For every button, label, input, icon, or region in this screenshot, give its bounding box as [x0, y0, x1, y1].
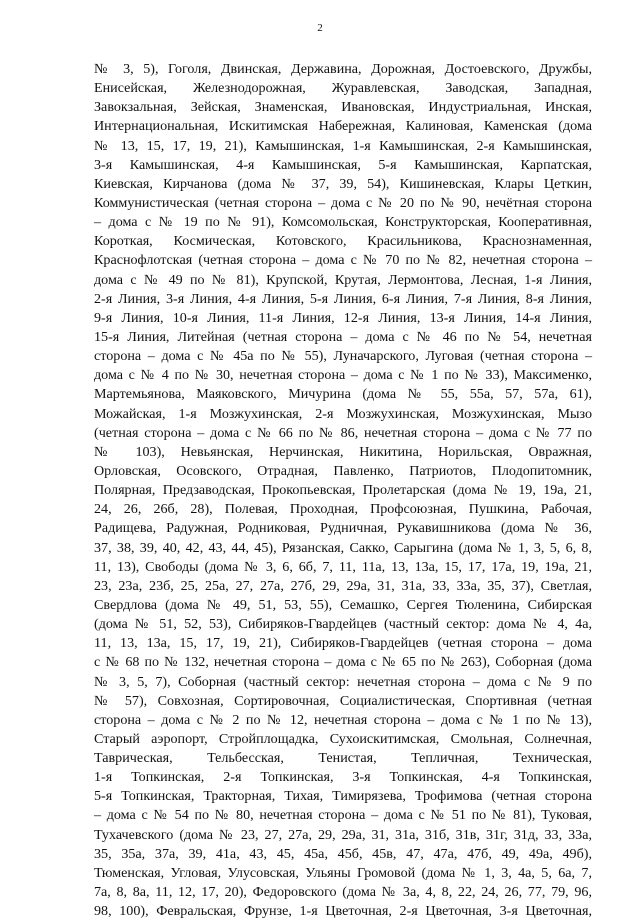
text-line: дома с № 4 по № 30, нечетная сторона – дома с № 1 по № 33), Максименко,	[94, 367, 592, 384]
text-line: Полярная, Предзаводская, Прокопьевская, Пролетарская (дома № 19, 19а, 21,	[94, 482, 592, 499]
text-line: дома с № 49 по № 81), Крупской, Крутая, Лермонтова, Лесная, 1-я Линия,	[94, 271, 592, 288]
page-number: 2	[317, 22, 323, 34]
text-line: Интернациональная, Искитимская Набережная, Калиновая, Каменская (дома	[94, 118, 592, 135]
text-line: – дома с № 54 по № 80, нечетная сторона – дома с № 51 по № 81), Туковая,	[94, 807, 592, 824]
text-line: 15-я Линия, Литейная (четная сторона – дома с № 46 по № 54, нечетная	[94, 328, 592, 345]
text-line: 24, 26, 26б, 28), Полевая, Проходная, Профсоюзная, Пушкина, Рабочая,	[94, 501, 592, 518]
text-line: сторона – дома с № 45а по № 55), Луначарского, Луговая (четная сторона –	[94, 348, 592, 365]
text-line: Мартемьянова, Маяковского, Мичурина (дома № 55, 55а, 57, 57а, 61),	[94, 386, 592, 403]
text-line: с № 68 по № 132, нечетная сторона – дома с № 65 по № 263), Соборная (дома	[94, 654, 592, 671]
text-line: 7а, 8, 8а, 11, 12, 17, 20), Федоровского (дома № 3а, 4, 8, 22, 24, 26, 77, 79, 96,	[94, 884, 592, 901]
text-line: № 3, 5), Гоголя, Двинская, Державина, Дорожная, Достоевского, Дружбы,	[94, 61, 592, 77]
text-line: 1-я Топкинская, 2-я Топкинская, 3-я Топкинская, 4-я Топкинская,	[94, 769, 592, 786]
text-line: сторона – дома с № 2 по № 12, нечетная сторона – дома с № 1 по № 13),	[94, 711, 592, 728]
text-line: 5-я Топкинская, Тракторная, Тихая, Тимирязева, Трофимова (четная сторона	[94, 788, 592, 805]
text-line: – дома с № 19 по № 91), Комсомольская, Конструкторская, Кооперативная,	[94, 214, 592, 231]
text-line: № 13, 15, 17, 19, 21), Камышинская, 1-я Камышинская, 2-я Камышинская,	[94, 137, 592, 154]
text-line: Можайская, 1-я Мозжухинская, 2-я Мозжухинская, Мозжухинская, Мызо	[94, 405, 592, 422]
text-line: 98, 100), Февральская, Фрунзе, 1-я Цветочная, 2-я Цветочная, 3-я Цветочная,	[94, 903, 592, 920]
text-line: 2-я Линия, 3-я Линия, 4-я Линия, 5-я Линия, 6-я Линия, 7-я Линия, 8-я Линия,	[94, 290, 592, 307]
text-line: 11, 13), Свободы (дома № 3, 6, 6б, 7, 11, 11а, 13, 13а, 15, 17, 17а, 19, 19а, 21,	[94, 558, 592, 575]
text-line: Коммунистическая (четная сторона – дома с № 20 по № 90, нечётная сторона	[94, 194, 592, 211]
text-line: Радищева, Радужная, Родниковая, Рудничная, Рукавишникова (дома № 36,	[94, 520, 592, 537]
text-line: Свердлова (дома № 49, 51, 53, 55), Семашко, Сергея Тюленина, Сибирская	[94, 596, 592, 613]
text-line: Краснофлотская (четная сторона – дома с № 70 по № 82, нечетная сторона –	[94, 252, 592, 269]
text-line: Тюменская, Угловая, Улусовская, Ульяны Громовой (дома № 1, 3, 4а, 5, 6а, 7,	[94, 864, 592, 881]
text-line: № 57), Совхозная, Сортировочная, Социалистическая, Спортивная (четная	[94, 692, 592, 709]
text-line: Завокзальная, Зейская, Знаменская, Ивановская, Индустриальная, Инская,	[94, 99, 592, 116]
text-line: Старый аэропорт, Стройплощадка, Сухоискитимская, Смольная, Солнечная,	[94, 730, 592, 747]
text-line: 11, 13, 13а, 15, 17, 19, 21), Сибиряков-Гвардейцев (четная сторона – дома	[94, 635, 592, 652]
text-line: Таврическая, Тельбесская, Тенистая, Тепличная, Техническая,	[94, 750, 592, 767]
text-line: (четная сторона – дома с № 66 по № 86, нечетная сторона – дома с № 77 по	[94, 424, 592, 441]
text-line: № 103), Невьянская, Нерчинская, Никитина, Норильская, Овражная,	[94, 443, 592, 460]
text-line: Орловская, Осовского, Отрадная, Павленко, Патриотов, Плодопитомник,	[94, 462, 592, 479]
text-line: Енисейская, Железнодорожная, Журавлевская, Заводская, Западная,	[94, 80, 592, 97]
text-line: № 3, 5, 7), Соборная (частный сектор: нечетная сторона – дома с № 9 по	[94, 673, 592, 690]
text-line: Тухачевского (дома № 23, 27, 27а, 29, 29а, 31, 31а, 31б, 31в, 31г, 31д, 33, 33а,	[94, 826, 592, 843]
text-line: Короткая, Космическая, Котовского, Красильникова, Краснознаменная,	[94, 233, 592, 250]
text-line: Киевская, Кирчанова (дома № 37, 39, 54), Кишиневская, Клары Цеткин,	[94, 175, 592, 192]
text-line: 9-я Линия, 10-я Линия, 11-я Линия, 12-я Линия, 13-я Линия, 14-я Линия,	[94, 309, 592, 326]
text-line: 37, 38, 39, 40, 42, 43, 44, 45), Рязанская, Сакко, Сарыгина (дома № 1, 3, 5, 6, 8,	[94, 539, 592, 556]
text-line: (дома № 51, 52, 53), Сибиряков-Гвардейцев (частный сектор: дома № 4, 4а,	[94, 616, 592, 633]
text-line: 35, 35а, 37а, 39, 41а, 43, 45, 45а, 45б, 45в, 47, 47а, 47б, 49, 49а, 49б),	[94, 845, 592, 862]
body-text	[94, 60, 592, 921]
text-line: 3-я Камышинская, 4-я Камышинская, 5-я Камышинская, Карпатская,	[94, 156, 592, 173]
text-line: 23, 23а, 23б, 25, 25а, 27, 27а, 27б, 29, 29а, 31, 31а, 33, 33а, 35, 37), Светлая,	[94, 577, 592, 594]
